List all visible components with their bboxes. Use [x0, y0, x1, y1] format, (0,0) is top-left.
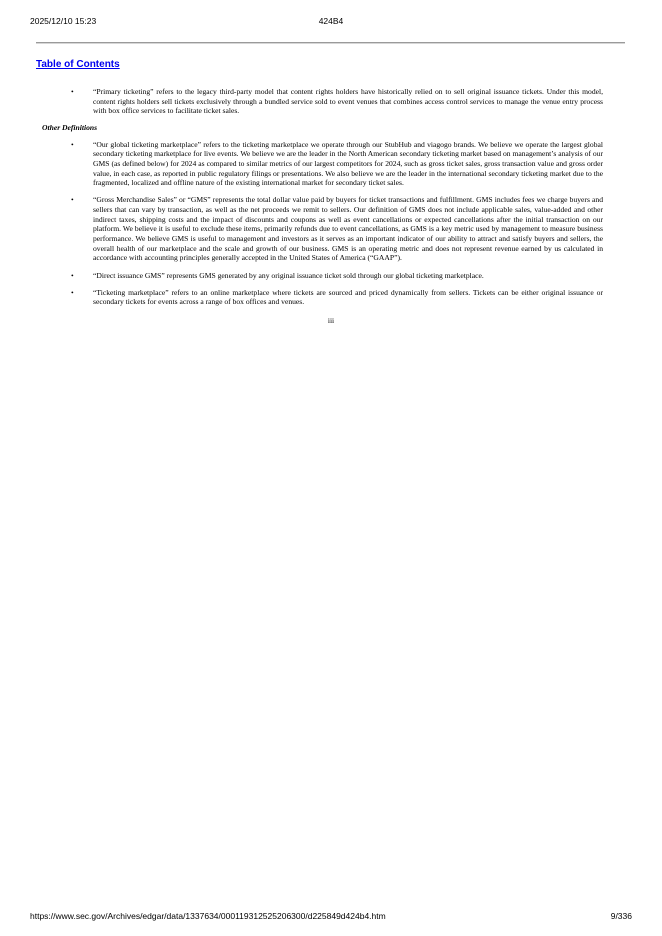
- ticketing-marketplace-definition: [71, 287, 603, 307]
- document-body: [0, 87, 662, 326]
- bullet-icon: •: [71, 270, 74, 280]
- primary-ticketing-definition: [71, 87, 603, 116]
- print-datetime: 2025/12/10 15:23: [30, 16, 97, 26]
- definition-text: “Ticketing marketplace” refers to an online marketplace where tickets are sourced and priced dynamically from sellers. Tickets can be either original issuance or secondary tickets for events across a range of box offices and venues.: [93, 287, 603, 307]
- definition-text: “Gross Merchandise Sales” or “GMS” represents the total dollar value paid by buyers for ticket transactions and fulfillment. GMS includes fees we charge buyers and sellers that can vary by transaction, as well as the net proceeds we remit to sellers. Our definition of GMS does not include applicable sales, value-added and other indirect taxes, shipping costs and the impact of discounts and coupons as well as event cancellations or expected cancellations after the initial transaction on our platform. We believe it is useful to exclude these items, primarily refunds due to event cancellations, as GMS is a key metric used by management to measure business performance. We believe GMS is useful to management and investors as it serves as an important indicator of our ability to attract and satisfy buyers and sellers, the overall health of our marketplace and the scale and growth of our business. GMS is an operating metric and does not represent revenue earned by us calculated in accordance with accounting principles generally accepted in the United States of America (“GAAP”).: [93, 195, 603, 263]
- print-page-count: 9/336: [610, 911, 632, 921]
- print-header: [0, 16, 662, 28]
- page-number: iii: [327, 315, 335, 325]
- definition-text: “Our global ticketing marketplace” refers to the ticketing marketplace we operate through our StubHub and viagogo brands. We believe we operate the largest global secondary ticketing marketplace for live events. We believe we are the leader in the North American secondary ticketing market based on management’s analysis of our GMS (as defined below) for 2024 as compared to similar metrics of our largest competitors for 2024, such as gross ticket sales, gross transaction value and gross order value, in each case, as reported in public regulatory filings or presentations. We also believe we are the leader in the international secondary ticketing market due to the fragmented, localized and offline nature of the existing international market for secondary ticket sales.: [93, 139, 603, 188]
- bullet-icon: •: [71, 139, 74, 149]
- other-definitions-heading: Other Definitions: [42, 122, 98, 132]
- definition-text: “Primary ticketing” refers to the legacy third-party model that content rights holders have historically relied on to sell original issuance tickets. Under this model, content rights holders sell tickets exclusively through a bundled service sold to event venues that combines access control services to manage the venue entry process with box office services to facilitate ticket sales.: [93, 87, 603, 116]
- bullet-icon: •: [71, 87, 74, 96]
- print-doc-title: 424B4: [318, 16, 344, 26]
- bullet-icon: •: [71, 195, 74, 205]
- table-of-contents-link[interactable]: Table of Contents: [36, 59, 120, 70]
- print-url: https://www.sec.gov/Archives/edgar/data/1337634/000119312525206300/d225849d424b4.htm: [30, 911, 386, 921]
- bullet-icon: •: [71, 287, 74, 297]
- header-divider: [36, 42, 625, 44]
- direct-issuance-gms-definition: [71, 270, 603, 281]
- definition-text: “Direct issuance GMS” represents GMS generated by any original issuance ticket sold through our global ticketing marketplace.: [93, 270, 484, 280]
- gms-definition: [71, 195, 603, 263]
- global-ticketing-marketplace-definition: [71, 139, 603, 188]
- print-footer: [0, 911, 662, 923]
